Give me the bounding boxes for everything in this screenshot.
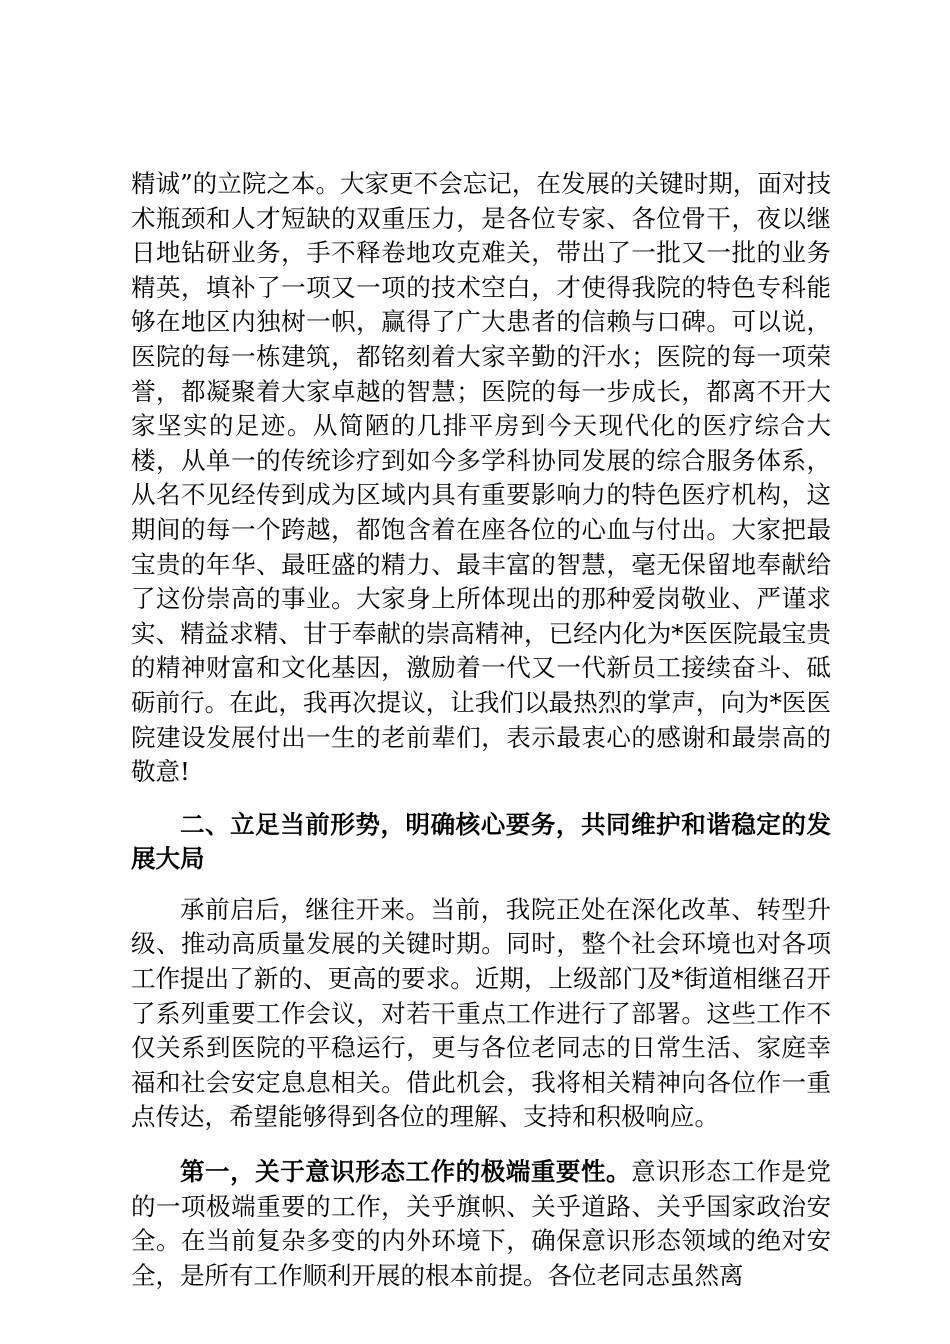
paragraph-first-point (131, 1155, 831, 1293)
document-body (131, 167, 831, 1293)
first-point-lead: 第一，关于意识形态工作的极端重要性。 (180, 1157, 632, 1187)
paragraph-continuation: 精诚”的立院之本。大家更不会忘记，在发展的关键时期，面对技术瓶颈和人才短缺的双重压力，是各位专家、各位骨干，夜以继日地钻研业务，手不释卷地攻克难关，带出了一批又一批的业务精英，填补了一项又一项的技术空白，才使得我院的特色专科能够在地区内独树一帜，赢得了广大患者的信赖与口碑。可以说，医院的每一栋建筑，都铭刻着大家辛勤的汗水；医院的每一项荣誉，都凝聚着大家卓越的智慧；医院的每一步成长，都离不开大家坚实的足迹。从简陋的几排平房到今天现代化的医疗综合大楼，从单一的传统诊疗到如今多学科协同发展的综合服务体系，从名不见经传到成为区域内具有重要影响力的特色医疗机构，这期间的每一个跨越，都饱含着在座各位的心血与付出。大家把最宝贵的年华、最旺盛的精力、最丰富的智慧，毫无保留地奉献给了这份崇高的事业。大家身上所体现出的那种爱岗敬业、严谨求实、精益求精、甘于奉献的崇高精神，已经内化为*医医院最宝贵的精神财富和文化基因，激励着一代又一代新员工接续奋斗、砥砺前行。在此，我再次提议，让我们以最热烈的掌声，向为*医医院建设发展付出一生的老前辈们，表示最衷心的感谢和最崇高的敬意! (131, 169, 831, 787)
section-heading: 二、立足当前形势，明确核心要务，共同维护和谐稳定的发展大局 (131, 809, 831, 874)
first-point-body: 意识形态工作是党的一项极端重要的工作，关乎旗帜、关乎道路、关乎国家政治安全。在当前复杂多变的内外环境下，确保意识形态领域的绝对安全，是所有工作顺利开展的根本前提。各位老同志虽然离 (131, 1157, 831, 1290)
paragraph-section-intro: 承前启后，继往开来。当前，我院正处在深化改革、转型升级、推动高质量发展的关键时期。同时，整个社会环境也对各项工作提出了新的、更高的要求。近期，上级部门及*街道相继召开了系列重要工作会议，对若干重点工作进行了部署。这些工作不仅关系到医院的平稳运行，更与各位老同志的日常生活、家庭幸福和社会安定息息相关。借此机会，我将相关精神向各位作一重点传达，希望能够得到各位的理解、支持和积极响应。 (131, 894, 831, 1132)
